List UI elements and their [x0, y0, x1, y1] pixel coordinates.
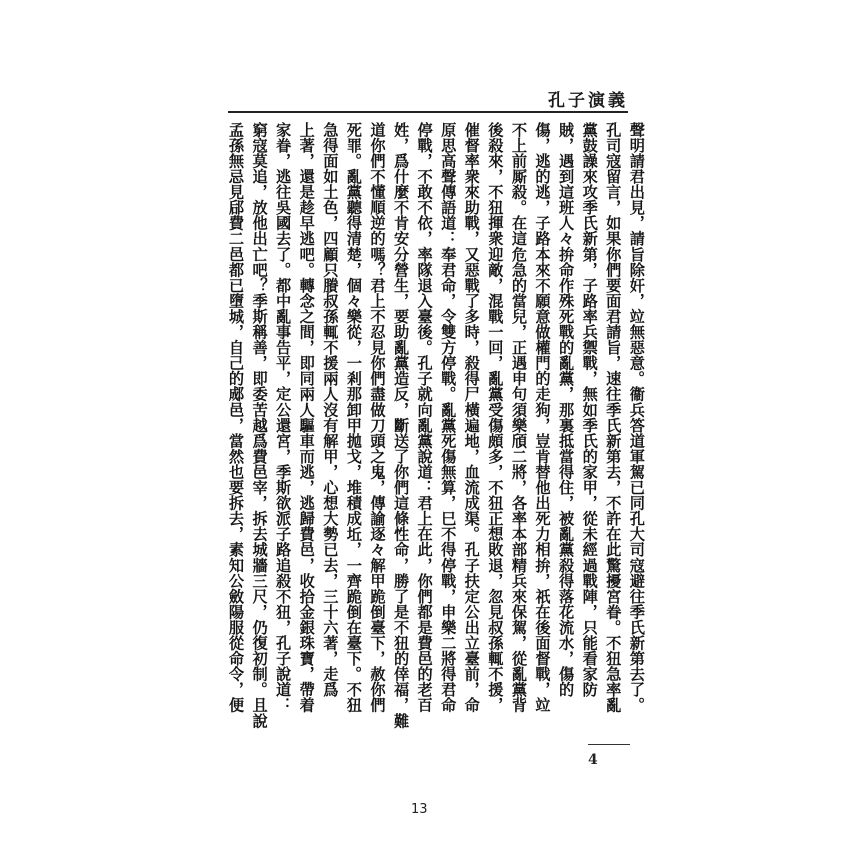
text-column: 急得面如土色，四顧只賸叔孫輒不援兩人沒有解甲，心想大勢已去，三十六著，走爲	[321, 122, 340, 698]
text-column: 上著，還是趁早逃吧。轉念之間，即同兩人驅車而逃，逃歸費邑，收拾金銀珠寶，帶着	[297, 122, 316, 713]
body-text	[226, 122, 646, 732]
text-column: 傷，逃的逃，子路本來不願意做權門的走狗，豈肯替他出死力相拚，祇在後面督戰，竝	[533, 122, 552, 713]
text-column: 後殺來，不狃揮衆迎敵，混戰一回，亂黨受傷頗多，不狃正想敗退，忽見叔孫輒不援，	[486, 122, 505, 713]
text-column: 停戰，不敢不依，率隊退入臺後。孔子就向亂黨說道：君上在此，你們都是費邑的老百	[415, 122, 434, 713]
text-column: 孔司寇留言，如果你們要面君請旨，速往季氏新第去，不許在此驚擾宮眷。不狃急率亂	[604, 122, 623, 713]
text-column: 姓，爲什麼不肯安分營生，要助亂黨造反，斷送了你們這條性命，勝了是不狃的倖福，難	[392, 122, 411, 729]
text-column: 孟孫無忌見郈費二邑都已墮城，自己的郕邑，當然也要拆去，素知公斂陽服從命令，便	[227, 122, 245, 713]
text-column: 原思高聲傳語道：奉君命，令雙方停戰。亂黨死傷無算，巳不得停戰，申樂二將得君命	[439, 122, 458, 713]
text-column: 不上前厮殺。在這危急的當兒，正遇申句須樂頎二將，各率本部精兵來保駕，從亂黨背	[509, 122, 528, 713]
running-title: 孔子演義	[548, 91, 628, 111]
text-column: 賊，遇到這班人々拚命作殊死戰的亂黨，那裏抵當得住，被亂黨殺得落花流水，傷的	[557, 122, 576, 698]
text-column: 死罪。亂黨聽得清楚，個々樂從，一剎那卸甲拋戈，堆積成坵，一齊跪倒在臺下。不狃	[344, 122, 363, 713]
text-column: 道你們不懂順逆的嗎？君上不忍見你們盡做刀頭之鬼，傳諭逐々解甲跪倒臺下，赦你們	[368, 122, 387, 713]
text-column: 黨鼓譟來攻季氏新第，子路率兵禦戰，無如季氏的家甲，從未經過戰陣，只能看家防	[580, 122, 599, 698]
text-column: 家眷，逃往吳國去了。都中亂事告平，定公還宮，季斯欲派子路追殺不狃，孔子說道：	[274, 122, 293, 713]
margin-rule	[588, 744, 630, 745]
margin-mark: 4	[588, 752, 598, 768]
text-column: 窮寇莫追，放他出亡吧？季斯稱善，即委苦越爲費邑宰，拆去城牆三尺，仍復初制。且說	[250, 122, 269, 729]
text-column: 催督率衆來助戰，又惡戰了多時，殺得尸橫遍地，血流成渠。孔子扶定公出立臺前，命	[462, 122, 481, 713]
text-column: 聲明請君出見，請旨除奸，竝無惡意。衞兵答道軍駕已同孔大司寇避往季氏新第去了。	[627, 122, 646, 713]
header-rule	[228, 111, 628, 113]
page-number: 13	[411, 802, 428, 817]
